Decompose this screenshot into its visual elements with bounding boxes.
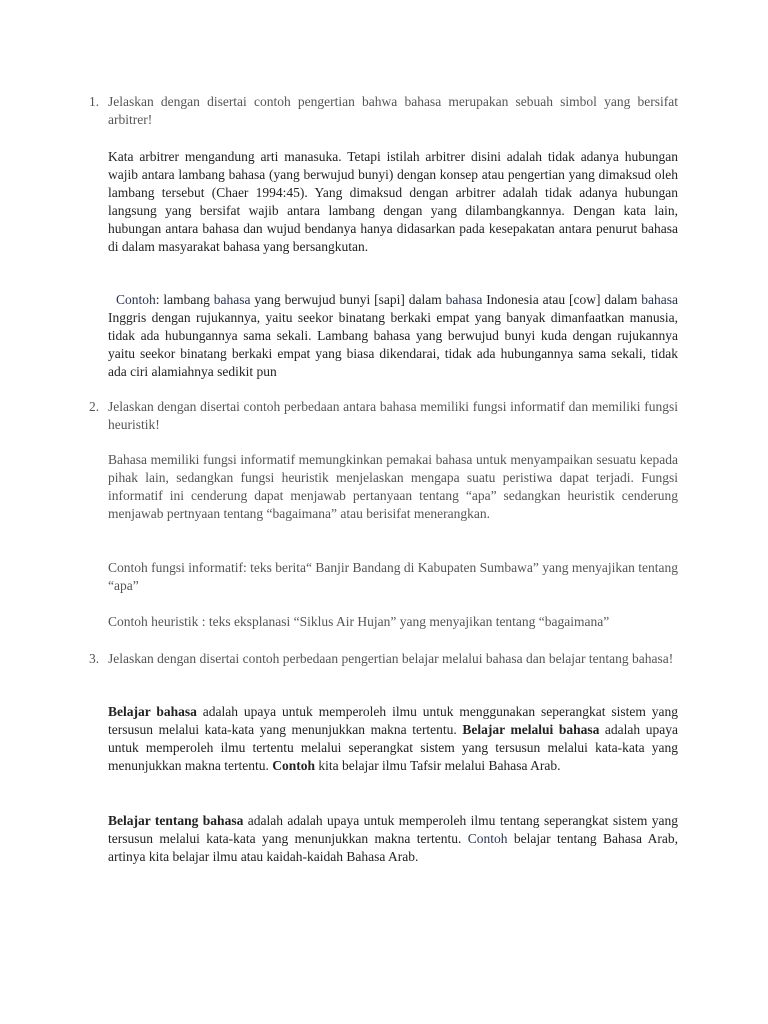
answer-1-example-text-b: yang berwujud bunyi [sapi] dalam xyxy=(250,292,446,307)
answer-1-example xyxy=(108,291,678,381)
answer-1-word-bahasa-1: bahasa xyxy=(213,292,251,307)
answer-3-contoh-label: Contoh xyxy=(272,758,315,773)
answer-3-p1-text-2: adalah upaya untuk memperoleh ilmu tertentu melalui seperangkat sistem yang tersusun melalui kata-kata yang menunjukkan makna tertentu. xyxy=(108,722,678,773)
question-3-text: Jelaskan dengan disertai contoh perbedaan pengertian belajar melalui bahasa dan belajar tentang bahasa! xyxy=(108,651,674,666)
answer-3-p2-contoh-label: Contoh xyxy=(467,831,508,846)
answer-1-example-label: Contoh xyxy=(116,292,156,307)
answer-1-example-text-a: : lambang xyxy=(155,292,214,307)
answer-3-p2-text-2: belajar tentang Bahasa Arab, artinya kita belajar ilmu atau kaidah-kaidah Bahasa Arab. xyxy=(108,831,678,864)
answer-2-paragraph-2: Contoh fungsi informatif: teks berita“ Banjir Bandang di Kabupaten Sumbawa” yang menyajikan tentang “apa” xyxy=(108,560,678,593)
answer-2-paragraph-1: Bahasa memiliki fungsi informatif memungkinkan pemakai bahasa untuk menyampaikan sesuatu kepada pihak lain, sedangkan fungsi heuristik menjelaskan mengapa suatu peristiwa dapat terjadi. Fungsi informatif ini cenderung dapat menjawab pertanyaan tentang “apa” sedangkan heuristik cenderung menjawab pertnyaan tentang “bagaimana” atau berisifat menerangkan. xyxy=(108,452,678,521)
question-1 xyxy=(89,93,689,127)
answer-3-paragraph-2 xyxy=(108,812,678,866)
answer-3-term-belajar-bahasa: Belajar bahasa xyxy=(108,704,197,719)
question-1-number: 1. xyxy=(89,94,100,109)
answer-1-paragraph: Kata arbitrer mengandung arti manasuka. Tetapi istilah arbitrer disini adalah tidak adanya hubungan wajib antara lambang bahasa (yang berwujud bunyi) dengan konsep atau pengertian yang dimaksud oleh lambang tersebut (Chaer 1994:45). Yang dimaksud dengan arbitrer adalah tidak adanya hubungan langsung yang bersifat wajib antara lambang dengan yang dilambangkannya. Dengan kata lain, hubungan antara bahasa dan wujud bendanya hanya didasarkan pada kesepakatan antara penurut bahasa di dalam masyarakat bahasa yang bersangkutan. xyxy=(108,149,678,254)
answer-3-p1-text-3: kita belajar ilmu Tafsir melalui Bahasa Arab. xyxy=(314,758,561,773)
answer-3-paragraph-1 xyxy=(108,703,678,775)
question-3 xyxy=(89,650,689,668)
answer-3-term-belajar-melalui-bahasa: Belajar melalui bahasa xyxy=(462,722,600,737)
question-2 xyxy=(89,398,689,432)
answer-1-example-text-d: Inggris dengan rujukannya, yaitu seekor binatang berkaki empat yang banyak dimanfaatkan manusia, tidak ada hubungannya sama sekali. Lambang bahasa yang berwujud bunyi kuda dengan rujukannya yaitu seekor binatang berkaki empat yang biasa dikendarai, tidak ada hubungannya sama sekali, tidak ada ciri alamiahnya sedikit pun xyxy=(108,310,678,379)
answer-3-term-belajar-tentang-bahasa: Belajar tentang bahasa xyxy=(108,813,244,828)
answer-3-p2-text-1: adalah adalah upaya untuk memperoleh ilmu tentang seperangkat sistem yang tersusun melalui kata-kata yang menunjukkan makna tertentu. xyxy=(108,813,678,846)
question-2-text: Jelaskan dengan disertai contoh perbedaan antara bahasa memiliki fungsi informatif dan memiliki fungsi heuristik! xyxy=(108,399,678,432)
answer-1-example-text-c: Indonesia atau [cow] dalam xyxy=(482,292,642,307)
answer-1-word-bahasa-3: bahasa xyxy=(641,292,678,307)
question-2-number: 2. xyxy=(89,399,100,414)
answer-3-p1-text-1: adalah upaya untuk memperoleh ilmu untuk menggunakan seperangkat sistem yang tersusun melalui kata-kata yang menunjukkan makna tertentu. xyxy=(108,704,678,737)
answer-1-word-bahasa-2: bahasa xyxy=(445,292,483,307)
answer-2-paragraph-3: Contoh heuristik : teks eksplanasi “Siklus Air Hujan” yang menyajikan tentang “bagaimana” xyxy=(108,614,610,629)
question-1-text: Jelaskan dengan disertai contoh pengertian bahwa bahasa merupakan sebuah simbol yang bersifat arbitrer! xyxy=(108,94,678,127)
question-3-number: 3. xyxy=(89,651,100,666)
